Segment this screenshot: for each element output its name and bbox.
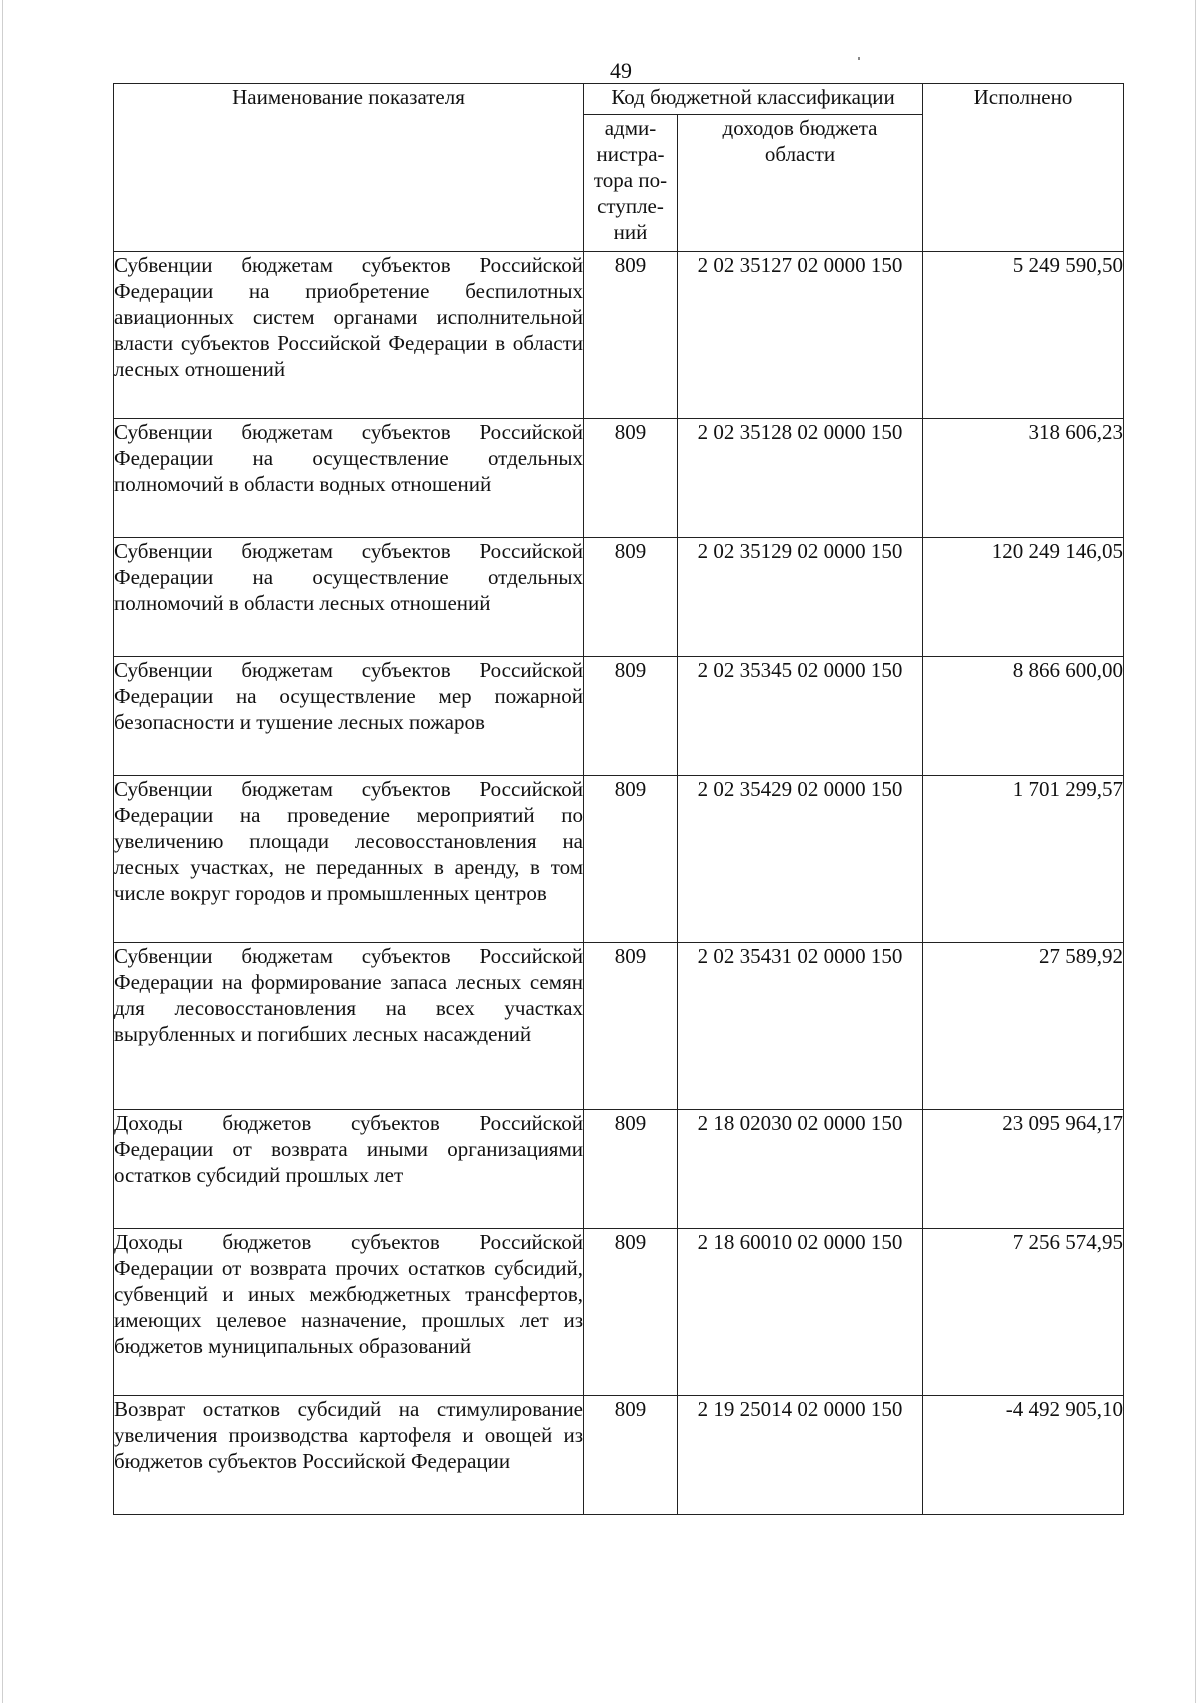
table-row <box>114 943 1124 1110</box>
row-code: 2 18 60010 02 0000 150 <box>678 1229 923 1396</box>
table-row <box>114 1396 1124 1515</box>
row-name: Субвенции бюджетам субъектов Российской Федерации на формирование запаса лесных семян для лесовосстановления на всех участках вырубленных и погибших лесных насаждений <box>114 943 584 1110</box>
row-name: Возврат остатков субсидий на стимулирование увеличения производства картофеля и овощей из бюджетов субъектов Российской Федерации <box>114 1396 584 1515</box>
row-admin: 809 <box>584 252 678 419</box>
header-executed: Исполнено <box>923 84 1124 252</box>
row-amount: 5 249 590,50 <box>923 252 1124 419</box>
row-amount: -4 492 905,10 <box>923 1396 1124 1515</box>
row-code: 2 02 35431 02 0000 150 <box>678 943 923 1110</box>
row-name: Субвенции бюджетам субъектов Российской Федерации на приобретение беспилотных авиационных систем органами исполнительной власти субъектов Российской Федерации в области лесных отношений <box>114 252 584 419</box>
page-number: 49 <box>610 58 632 83</box>
row-amount: 1 701 299,57 <box>923 776 1124 943</box>
row-name: Доходы бюджетов субъектов Российской Федерации от возврата иными организациями остатков субсидий прошлых лет <box>114 1110 584 1229</box>
header-income-text: доходов бюджета области <box>722 116 878 166</box>
header-code-group: Код бюджетной классификации <box>584 84 923 115</box>
scan-mark <box>858 57 860 60</box>
row-admin: 809 <box>584 419 678 538</box>
header-admin-text: адми- нистра- тора по- ступле- ний <box>593 116 668 244</box>
row-code: 2 19 25014 02 0000 150 <box>678 1396 923 1515</box>
row-amount: 318 606,23 <box>923 419 1124 538</box>
table-row <box>114 657 1124 776</box>
table-row <box>114 538 1124 657</box>
table-row <box>114 1110 1124 1229</box>
row-admin: 809 <box>584 776 678 943</box>
row-code: 2 02 35345 02 0000 150 <box>678 657 923 776</box>
row-amount: 23 095 964,17 <box>923 1110 1124 1229</box>
table-row <box>114 252 1124 419</box>
row-name: Субвенции бюджетам субъектов Российской Федерации на осуществление отдельных полномочий в области водных отношений <box>114 419 584 538</box>
row-code: 2 18 02030 02 0000 150 <box>678 1110 923 1229</box>
row-code: 2 02 35129 02 0000 150 <box>678 538 923 657</box>
row-amount: 120 249 146,05 <box>923 538 1124 657</box>
row-code: 2 02 35127 02 0000 150 <box>678 252 923 419</box>
budget-table <box>113 83 1124 1515</box>
row-name: Субвенции бюджетам субъектов Российской Федерации на осуществление отдельных полномочий в области лесных отношений <box>114 538 584 657</box>
row-admin: 809 <box>584 1396 678 1515</box>
header-income <box>678 115 923 252</box>
header-admin <box>584 115 678 252</box>
table-row <box>114 776 1124 943</box>
row-amount: 8 866 600,00 <box>923 657 1124 776</box>
row-amount: 27 589,92 <box>923 943 1124 1110</box>
header-name: Наименование показателя <box>114 84 584 252</box>
row-admin: 809 <box>584 538 678 657</box>
row-admin: 809 <box>584 943 678 1110</box>
row-admin: 809 <box>584 1110 678 1229</box>
row-amount: 7 256 574,95 <box>923 1229 1124 1396</box>
row-code: 2 02 35128 02 0000 150 <box>678 419 923 538</box>
row-admin: 809 <box>584 657 678 776</box>
row-name: Доходы бюджетов субъектов Российской Федерации от возврата прочих остатков субсидий, субвенций и иных межбюджетных трансфертов, имеющих целевое назначение, прошлых лет из бюджетов муниципальных образований <box>114 1229 584 1396</box>
row-code: 2 02 35429 02 0000 150 <box>678 776 923 943</box>
row-name: Субвенции бюджетам субъектов Российской Федерации на осуществление мер пожарной безопасности и тушение лесных пожаров <box>114 657 584 776</box>
header-row-top <box>114 84 1124 115</box>
row-name: Субвенции бюджетам субъектов Российской Федерации на проведение мероприятий по увеличению площади лесовосстановления на лесных участках, не переданных в аренду, в том числе вокруг городов и промышленных центров <box>114 776 584 943</box>
row-admin: 809 <box>584 1229 678 1396</box>
table-row <box>114 419 1124 538</box>
table-row <box>114 1229 1124 1396</box>
